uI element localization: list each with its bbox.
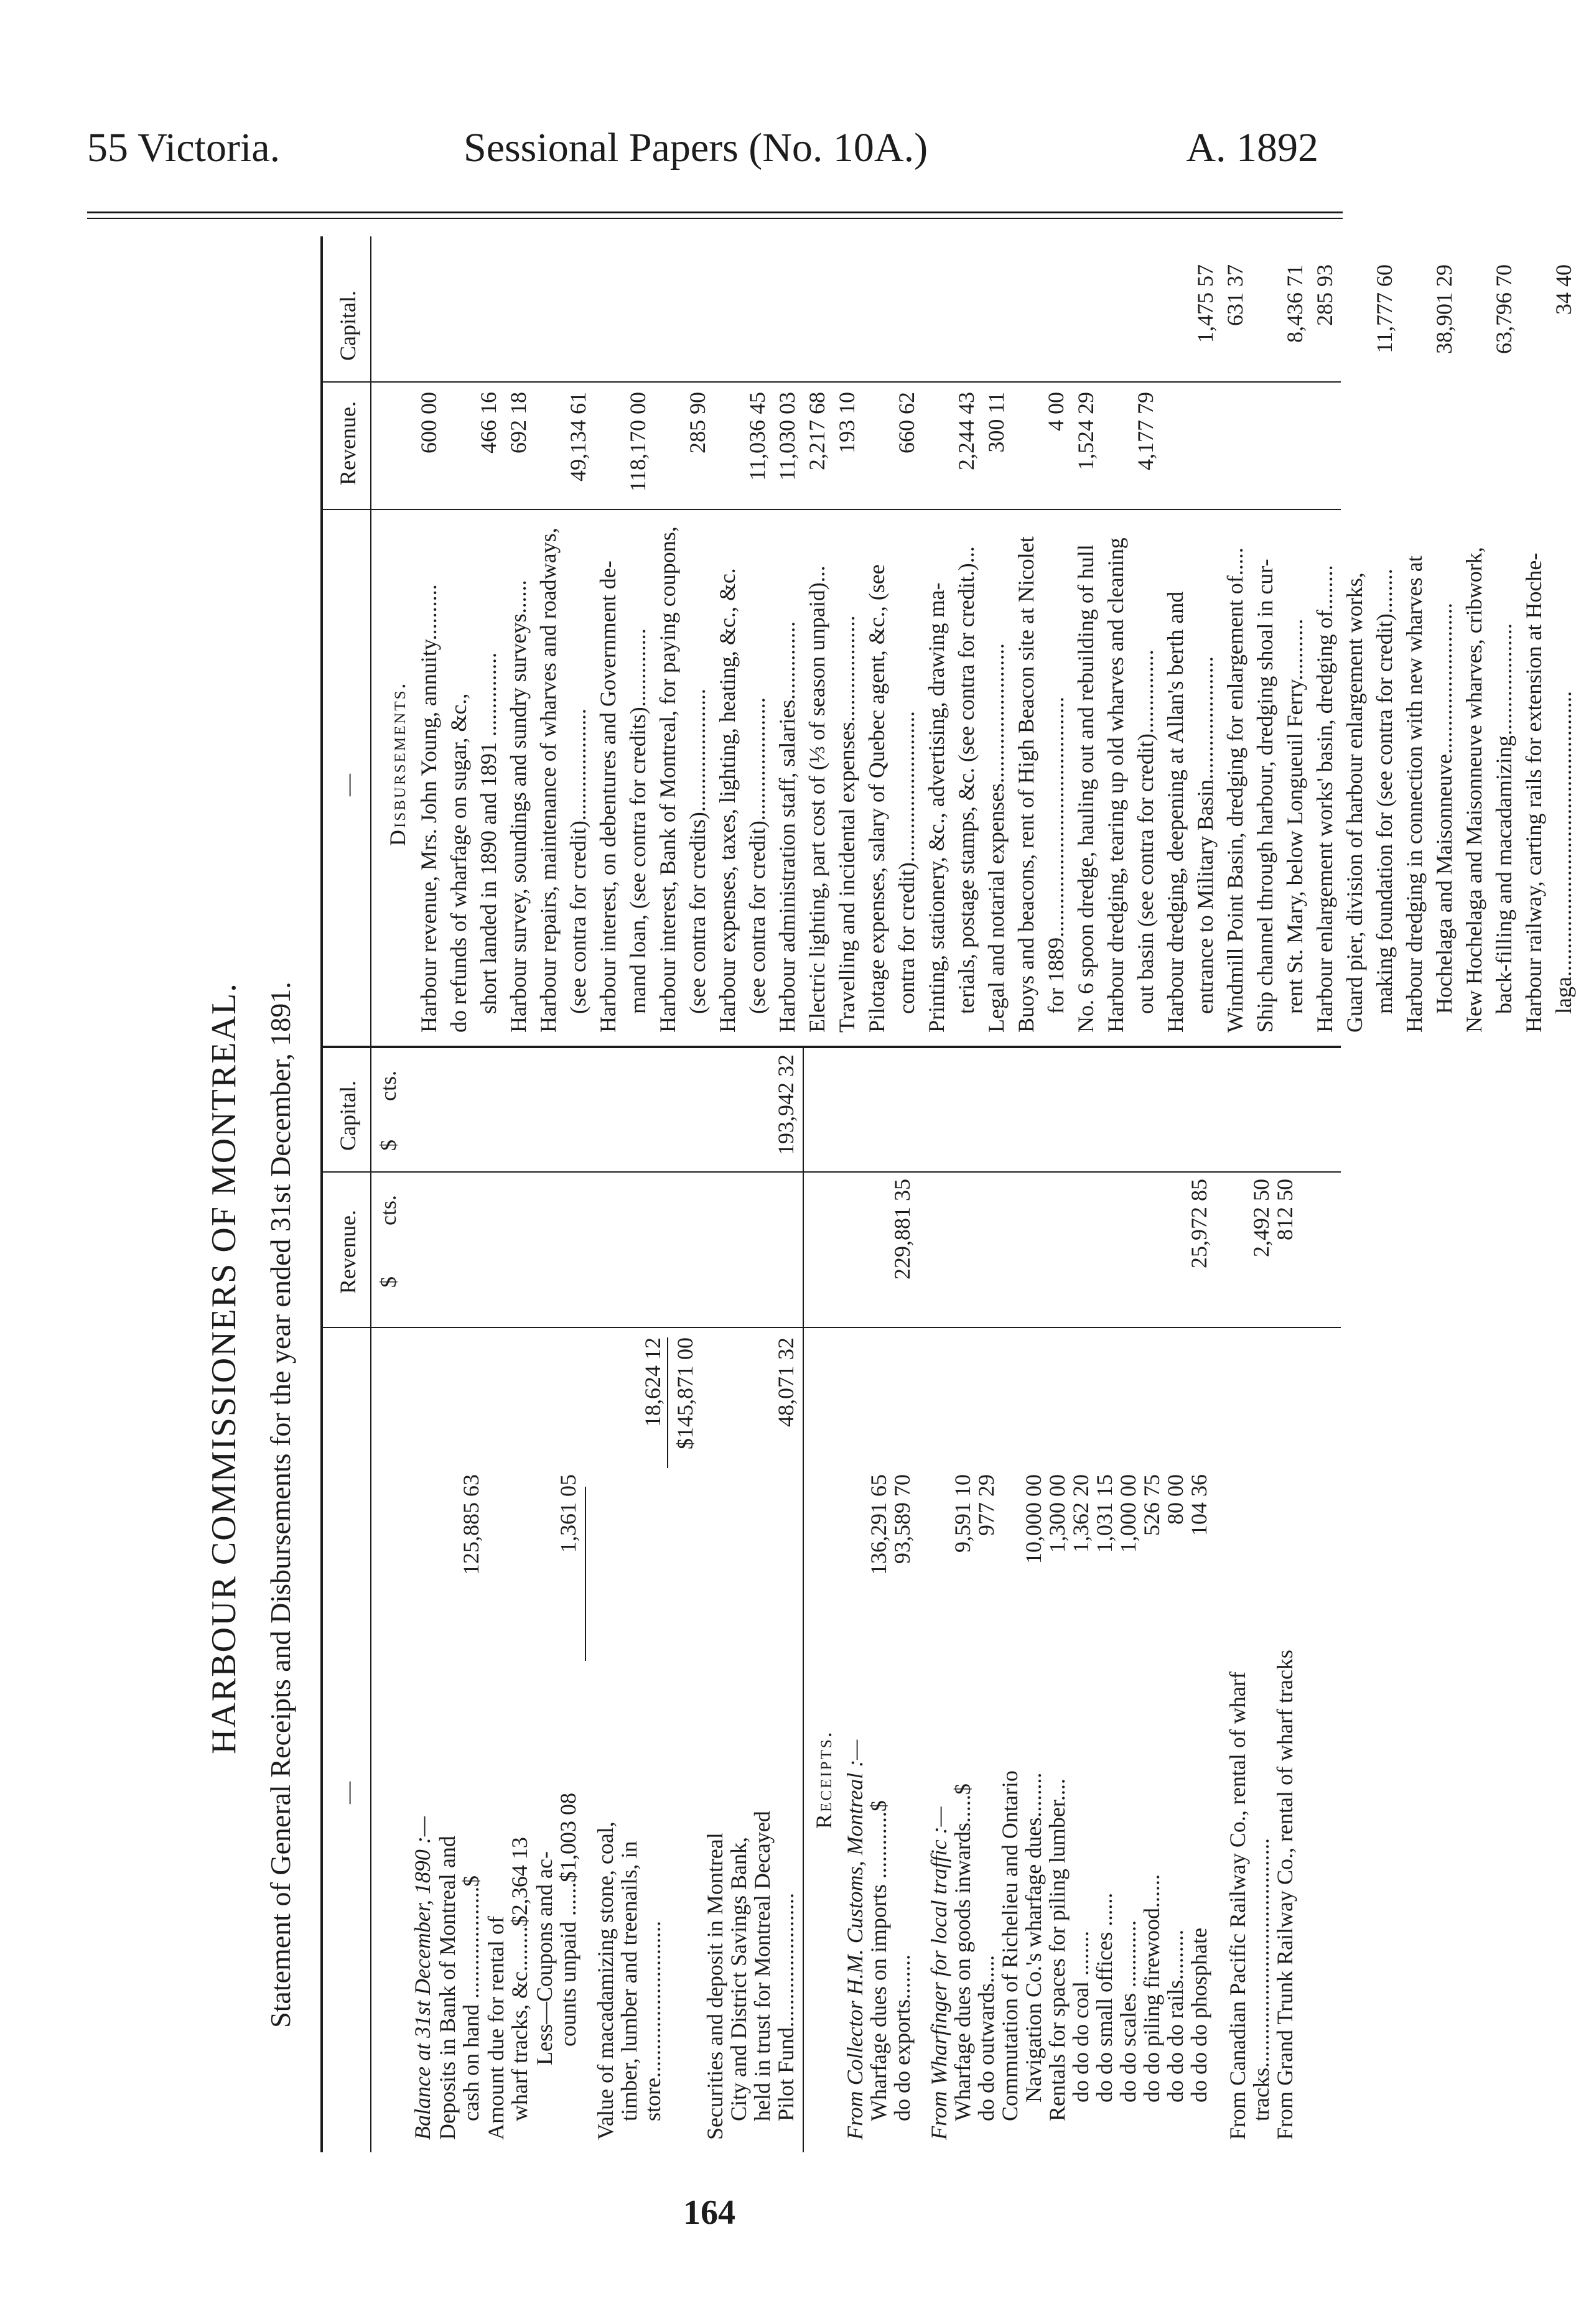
disbursement-line: rent St. Mary, below Longueuil Ferry........... xyxy=(1282,618,1307,1014)
center-divider xyxy=(320,1046,1341,1048)
inwards-amount: 9,591 10 xyxy=(950,1474,975,1553)
lumber-label: Rentals for spaces for piling lumber.... xyxy=(1045,1778,1070,2121)
disbursement-line: Harbour interest, Bank of Montreal, for paying coupons, xyxy=(655,526,680,1033)
disbursement-capital-amount: 11,777 60 xyxy=(1372,264,1397,353)
disbursement-line: Harbour survey, soundings and sundry surveys...... xyxy=(506,580,531,1033)
securities-line-3: held in trust for Montreal Decayed xyxy=(750,1811,775,2121)
disbursement-capital-amount: 63,796 70 xyxy=(1491,264,1516,354)
disbursement-line: Harbour dredging in connection with new wharves at xyxy=(1402,555,1427,1033)
customs-total: 229,881 35 xyxy=(890,1179,915,1280)
commutation-amount: 10,000 00 xyxy=(1021,1474,1046,1564)
disbursement-revenue-amount: 2,217 68 xyxy=(804,392,829,470)
outwards-amount: 977 29 xyxy=(974,1474,999,1536)
deposits-line-2: cash on hand ....................$ xyxy=(459,1875,483,2121)
disbursement-line: Harbour railway, carting rails for extension at Hoche- xyxy=(1521,552,1546,1033)
disbursements-heading: Disbursements. xyxy=(385,681,410,846)
capital-col-head: Capital. xyxy=(335,1081,360,1151)
disbursement-line: Windmill Point Basin, dredging for enlargement of..... xyxy=(1223,547,1247,1033)
rails-amount: 80 00 xyxy=(1163,1474,1188,1525)
disbursement-line: Pilotage expenses, salary of Quebec agent, &c., (see xyxy=(864,564,889,1033)
disbursement-line: Harbour interest, on debentures and Government de- xyxy=(595,560,620,1033)
offices-amount: 1,031 15 xyxy=(1092,1474,1117,1553)
receipts-heading: Receipts. xyxy=(811,1730,836,1829)
scales-label: do do scales ............ xyxy=(1116,1920,1140,2103)
disbursement-line: entrance to Military Basin...................... xyxy=(1193,656,1218,1014)
value-line-3: store............................ xyxy=(640,1921,665,2121)
balance-total-rule xyxy=(667,1337,668,1468)
disbursement-line: contra for credit)........................... xyxy=(894,711,919,1014)
disbursement-line: short landed in 1890 and 1891 ............... xyxy=(476,653,501,1014)
disbursement-line: (see contra for credits)...................... xyxy=(685,689,710,1014)
capital-dollar-unit: $ xyxy=(376,1140,401,1151)
disbursement-capital-amount: 1,475 57 xyxy=(1193,264,1218,343)
value-line-1: Value of macadamizing stone, coal, xyxy=(593,1821,618,2140)
disbursement-revenue-amount: 1,524 29 xyxy=(1073,392,1098,470)
disbursement-line: Buoys and beacons, rent of High Beacon site at Nicolet xyxy=(1014,536,1038,1033)
header-rule-thin xyxy=(87,218,1343,219)
disbursement-line: Harbour enlargement works' basin, dredging of........ xyxy=(1312,565,1337,1033)
disbursement-line: Electric lighting, part cost of (⅓ of season unpaid)... xyxy=(804,565,829,1033)
securities-line-2: City and District Savings Bank, xyxy=(726,1837,751,2121)
disbursement-revenue-amount: 193 10 xyxy=(834,392,859,453)
header-rule xyxy=(87,211,1343,213)
less-amount: 1,361 05 xyxy=(556,1474,581,1553)
balance-total: $145,871 00 xyxy=(673,1337,697,1449)
lumber-amount: 1,300 00 xyxy=(1045,1474,1070,1553)
inwards-label: Wharfage dues on goods inwards.....$ xyxy=(950,1783,975,2121)
disbursement-revenue-amount: 4 00 xyxy=(1043,392,1068,431)
disbursement-line: Harbour repairs, maintenance of wharves and roadways, xyxy=(536,528,561,1033)
disb-revenue-divider xyxy=(320,509,1341,510)
firewood-label: do do piling firewood...... xyxy=(1139,1874,1164,2103)
disbursement-line: No. 6 spoon dredge, hauling out and rebuilding of hull xyxy=(1073,544,1098,1033)
disbursement-line: terials, postage stamps, &c. (see contra for credit.)... xyxy=(954,546,979,1014)
running-head-year: A. 1892 xyxy=(1186,125,1318,170)
disbursement-revenue-amount: 285 90 xyxy=(685,392,710,453)
securities-line-4: Pilot Fund........................ xyxy=(773,1892,798,2121)
exports-amount: 93,589 70 xyxy=(890,1474,915,1564)
disb-capital-divider xyxy=(320,381,1341,383)
disbursement-line: Travelling and incidental expenses................... xyxy=(834,615,859,1033)
disbursement-line: making foundation for (see contra for credit)........ xyxy=(1372,569,1397,1014)
disb-capital-col-head: Capital. xyxy=(335,290,360,361)
amount-due-line-1: Amount due for rental of xyxy=(483,1916,508,2140)
less-line-2: counts unpaid ......$1,003 08 xyxy=(556,1793,581,2047)
running-head-title: Sessional Papers (No. 10A.) xyxy=(464,125,928,170)
running-head-left: 55 Victoria. xyxy=(87,125,281,170)
disbursement-revenue-amount: 692 18 xyxy=(506,392,531,453)
receipts-section-rule xyxy=(803,1048,804,2152)
revenue-dollar-unit: $ xyxy=(376,1276,401,1288)
disbursement-line: Hochelaga and Maisonneuve........................... xyxy=(1432,603,1457,1014)
rails-label: do do do rails......... xyxy=(1163,1930,1188,2103)
disbursement-line: for 1889........................................... xyxy=(1043,697,1068,1014)
disbursement-line: Printing, stationery, &c., advertising, drawing ma- xyxy=(924,582,949,1033)
imports-amount: 136,291 65 xyxy=(866,1474,891,1575)
disbursement-line: Harbour administration staff, salaries.............. xyxy=(775,621,800,1033)
disbursement-revenue-amount: 11,030 03 xyxy=(775,392,800,481)
commutation-line-1: Commutation of Richelieu and Ontario xyxy=(997,1770,1022,2121)
collector-heading: From Collector H.M. Customs, Montreal :— xyxy=(842,1739,867,2140)
cpr-amount: 2,492 50 xyxy=(1249,1179,1274,1257)
securities-line-1: Securities and deposit in Montreal xyxy=(702,1833,727,2140)
disbursement-line: (see contra for credit)...................... xyxy=(745,697,770,1014)
amount-due-line-2: wharf tracks, &c........$2,364 13 xyxy=(507,1837,532,2121)
imports-label: Wharfage dues on imports ............$ xyxy=(866,1800,891,2121)
disbursement-line: back-filling and macadamizing.................... xyxy=(1491,623,1516,1014)
disbursement-revenue-amount: 300 11 xyxy=(984,392,1009,453)
outwards-label: do do outwards..... xyxy=(974,1955,999,2121)
disbursement-capital-amount: 285 93 xyxy=(1312,264,1337,326)
disbursement-line: Harbour dredging, tearing up old wharves and cleaning xyxy=(1103,537,1128,1033)
disbursement-capital-amount: 38,901 29 xyxy=(1432,264,1457,354)
coal-amount: 1,362 20 xyxy=(1068,1474,1093,1553)
phosphate-label: do do do phosphate xyxy=(1187,1928,1211,2103)
capital-cents-unit: cts. xyxy=(376,1071,401,1101)
disbursement-line: do refunds of wharfage on sugar, &c., xyxy=(446,693,471,1033)
disbursement-capital-amount: 631 37 xyxy=(1223,264,1247,326)
revenue-col-head: Revenue. xyxy=(335,1210,360,1294)
deposits-amount: 125,885 63 xyxy=(459,1474,483,1575)
wharfinger-total: 25,972 85 xyxy=(1187,1179,1211,1268)
disbursement-line: laga................................................... xyxy=(1551,691,1576,1014)
disbursement-revenue-amount: 2,244 43 xyxy=(954,392,979,470)
receipts-col-dash: — xyxy=(335,1782,360,1804)
gtr-line: From Grand Trunk Railway Co., rental of wharf tracks xyxy=(1272,1650,1297,2140)
disbursement-line: New Hochelaga and Maisonneuve wharves, cribwork, xyxy=(1462,547,1486,1033)
deposits-line-1: Deposits in Bank of Montreal and xyxy=(435,1836,460,2140)
disbursement-line: out basin (see contra for credit)............... xyxy=(1133,649,1158,1014)
less-line-1: Less—Coupons and ac- xyxy=(532,1851,557,2065)
disbursement-line: Harbour revenue, Mrs. John Young, annuity.......... xyxy=(416,584,441,1033)
disbursement-line: Ship channel through harbour, dredging shoal in cur- xyxy=(1252,559,1277,1033)
receipts-revenue-divider xyxy=(320,1327,1341,1328)
cpr-line-2: tracks......................................... xyxy=(1249,1838,1274,2121)
securities-amount: 48,071 32 xyxy=(773,1337,798,1427)
value-amount: 18,624 12 xyxy=(640,1337,665,1427)
table-head-rule xyxy=(370,236,371,2152)
disb-revenue-col-head: Revenue. xyxy=(335,401,360,485)
disbursement-revenue-amount: 4,177 79 xyxy=(1133,392,1158,470)
phosphate-amount: 104 36 xyxy=(1187,1474,1211,1536)
disbursement-line: (see contra for credit).................... xyxy=(566,709,590,1014)
subtotal-rule xyxy=(585,1487,586,1661)
table-top-rule xyxy=(320,236,323,2152)
capital-balance-total: 193,942 32 xyxy=(773,1054,798,1155)
cpr-line-1: From Canadian Pacific Railway Co., rental of wharf xyxy=(1225,1671,1250,2140)
scales-amount: 1,000 00 xyxy=(1116,1474,1140,1553)
disbursement-line: Harbour expenses, taxes, lighting, heating, &c., &c. xyxy=(715,568,740,1033)
exports-label: do do exports........ xyxy=(890,1954,915,2121)
gtr-amount: 812 50 xyxy=(1272,1179,1297,1240)
disbursement-revenue-amount: 466 16 xyxy=(476,392,501,453)
revenue-capital-divider xyxy=(320,1171,1341,1173)
wharfinger-heading: From Wharfinger for local traffic :— xyxy=(926,1806,951,2140)
disbursement-line: Legal and notarial expenses......................... xyxy=(984,643,1009,1033)
page-number: 164 xyxy=(683,2193,735,2232)
statement-subtitle: Statement of General Receipts and Disbursements for the year ended 31st December, 1891. xyxy=(264,982,296,2028)
value-line-2: timber, lumber and treenails, in xyxy=(617,1841,641,2121)
disbursement-revenue-amount: 600 00 xyxy=(416,392,441,453)
balance-heading: Balance at 31st December, 1890 :— xyxy=(410,1816,435,2140)
disbursement-revenue-amount: 11,036 45 xyxy=(745,392,770,481)
disbursement-line: mand loan, (see contra for credits).............. xyxy=(625,628,650,1014)
commutation-line-2: Navigation Co.'s wharfage dues........ xyxy=(1021,1772,1046,2103)
coal-label: do do do coal ........ xyxy=(1068,1931,1093,2103)
disbursement-line: Harbour dredging, deepening at Allan's berth and xyxy=(1163,591,1188,1033)
statement-title: HARBOUR COMMISSIONERS OF MONTREAL. xyxy=(205,982,243,1754)
firewood-amount: 526 75 xyxy=(1139,1474,1164,1536)
disbursement-line: Guard pier, division of harbour enlargement works, xyxy=(1342,572,1367,1033)
disbursement-capital-amount: 8,436 71 xyxy=(1282,264,1307,343)
revenue-cents-unit: cts. xyxy=(376,1195,401,1225)
offices-label: do do small offices ...... xyxy=(1092,1892,1117,2103)
disbursement-revenue-amount: 118,170 00 xyxy=(625,392,650,492)
disbursement-revenue-amount: 660 62 xyxy=(894,392,919,453)
disbursement-revenue-amount: 49,134 61 xyxy=(566,392,590,481)
disbursement-capital-amount: 34 40 xyxy=(1551,264,1576,315)
disb-col-dash: — xyxy=(335,774,360,796)
rotated-statement-table xyxy=(205,236,1576,2152)
